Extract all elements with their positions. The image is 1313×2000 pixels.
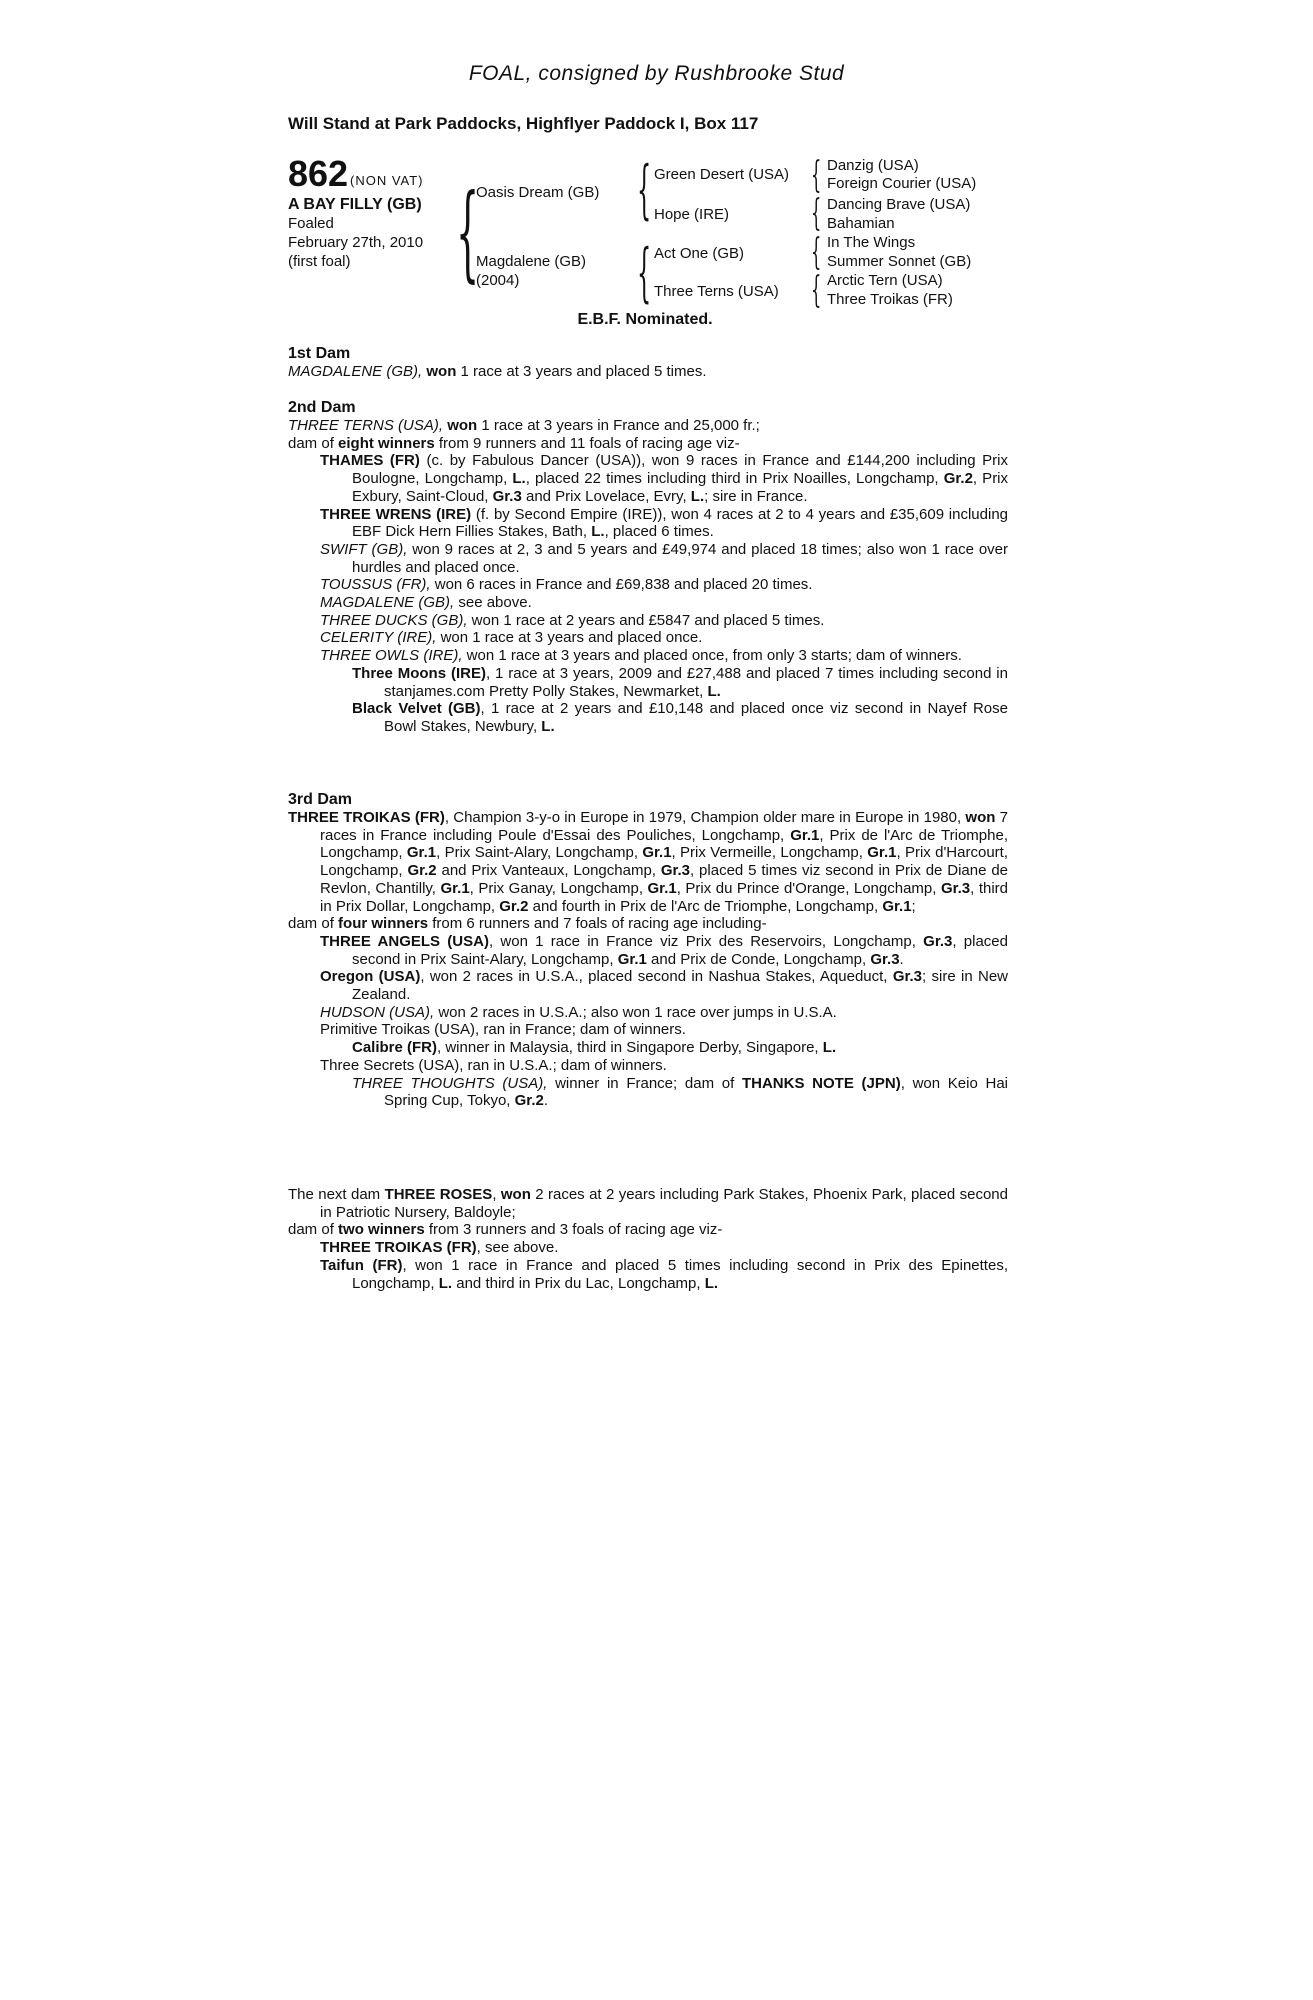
next-dam-section [288,1186,1008,1292]
stand-line: Will Stand at Park Paddocks, Highflyer Paddock I, Box 117 [288,114,759,133]
pedigree-ddd: Three Troikas (FR) [827,291,953,308]
pedigree-dds: Arctic Tern (USA) [827,272,943,289]
pedigree-dam-year: (2004) [476,272,520,289]
pedigree-dss: In The Wings [827,234,916,251]
progeny-three-thoughts: THREE THOUGHTS (USA), winner in France; dam of THANKS NOTE (JPN), won Keio Hai Spring Cup, Tokyo, Gr.2. [352,1074,1008,1110]
progeny-three-moons: Three Moons (IRE), 1 race at 3 years, 2009 and £27,488 and placed 7 times including second in stanjames.com Pretty Polly Stakes, Newmarket, L. [352,664,1008,700]
progeny-three-troikas: THREE TROIKAS (FR), see above. [320,1239,559,1257]
pedigree-dam-sire: Act One (GB) [654,245,745,262]
first-foal-note: (first foal) [288,253,351,270]
pedigree-brace-sire: { [637,153,652,227]
second-dam-section [288,399,1008,736]
progeny-three-wrens: THREE WRENS (IRE) (f. by Second Empire (IRE)), won 4 races at 2 to 4 years and £35,609 including EBF Dick Hern Fillies Stakes, Bath, L., placed 6 times. [320,505,1008,541]
progeny-swift: SWIFT (GB), won 9 races at 2, 3 and 5 years and £49,974 and placed 18 times; also won 1 race over hurdles and placed once. [320,540,1008,576]
lot-number: 862 [288,153,349,194]
progeny-three-owls: THREE OWLS (IRE), won 1 race at 3 years and placed once, from only 3 starts; dam of winners. [320,647,962,665]
progeny-hudson: HUDSON (USA), won 2 races in U.S.A.; also won 1 race over jumps in U.S.A. [320,1003,837,1021]
consignment-line: FOAL, consigned by Rushbrooke Stud [468,62,845,85]
pedigree-sss: Danzig (USA) [827,157,919,174]
pedigree-sdd: Bahamian [827,215,895,232]
pedigree-sire-dam: Hope (IRE) [654,206,730,223]
pedigree-ssd: Foreign Courier (USA) [827,175,977,192]
progeny-toussus: TOUSSUS (FR), won 6 races in France and £69,838 and placed 20 times. [320,576,813,594]
pedigree-brace-ds: { [811,232,822,273]
third-dam-heading: 3rd Dam [288,791,353,808]
pedigree-brace-dd: { [811,270,822,311]
pedigree-brace-ss: { [811,155,822,196]
pedigree-sire-sire: Green Desert (USA) [654,166,790,183]
third-dam-section [288,791,1008,1110]
second-dam-line: THREE TERNS (USA), won 1 race at 3 years in France and 25,000 fr.; [288,417,760,434]
progeny-three-ducks: THREE DUCKS (GB), won 1 race at 2 years and £5847 and placed 5 times. [320,611,825,629]
ebf-nominated: E.B.F. Nominated. [577,311,713,328]
vat-status: (NON VAT) [350,173,424,188]
pedigree-sds: Dancing Brave (USA) [827,196,971,213]
next-dam-produce-line: dam of two winners from 3 runners and 3 foals of racing age viz- [288,1221,723,1239]
progeny-magdalene: MAGDALENE (GB), see above. [320,594,532,612]
foaled-label: Foaled [288,215,334,232]
foaled-date: February 27th, 2010 [288,234,424,251]
next-dam-record: The next dam THREE ROSES, won 2 races at 2 years including Park Stakes, Phoenix Park, placed second in Patriotic Nursery, Baldoyle; [288,1186,1008,1221]
progeny-oregon: Oregon (USA), won 2 races in U.S.A., placed second in Nashua Stakes, Aqueduct, Gr.3; sire in New Zealand. [320,968,1008,1004]
first-dam-section [288,345,1008,381]
progeny-three-secrets: Three Secrets (USA), ran in U.S.A.; dam of winners. [320,1056,667,1074]
pedigree-brace-main: { [456,171,480,293]
progeny-primitive-troikas: Primitive Troikas (USA), ran in France; dam of winners. [320,1021,686,1039]
pedigree-dam: Magdalene (GB) [476,253,587,270]
progeny-celerity: CELERITY (IRE), won 1 race at 3 years and placed once. [320,629,703,647]
progeny-calibre: Calibre (FR), winner in Malaysia, third in Singapore Derby, Singapore, L. [352,1039,837,1057]
progeny-black-velvet: Black Velvet (GB), 1 race at 2 years and £10,148 and placed once viz second in Nayef Rose Bowl Stakes, Newbury, L. [352,700,1008,735]
first-dam-heading: 1st Dam [288,345,351,362]
first-dam-text: MAGDALENE (GB), won 1 race at 3 years and placed 5 times. [288,363,707,380]
progeny-three-angels: THREE ANGELS (USA), won 1 race in France viz Prix des Reservoirs, Longchamp, Gr.3, placed second in Prix Saint-Alary, Longchamp, Gr.1 and Prix de Conde, Longchamp, Gr.3. [320,932,1008,968]
pedigree-dam-dam: Three Terns (USA) [654,283,779,300]
progeny-taifun: Taifun (FR), won 1 race in France and placed 5 times including second in Prix des Epinettes, Longchamp, L. and third in Prix du Lac, Longchamp, L. [320,1256,1008,1292]
third-dam-produce-line: dam of four winners from 6 runners and 7 foals of racing age including- [288,915,767,933]
lot-name: A BAY FILLY (GB) [288,196,422,213]
second-dam-produce-line: dam of eight winners from 9 runners and 11 foals of racing age viz- [288,434,740,452]
second-dam-heading: 2nd Dam [288,399,356,416]
pedigree-dsd: Summer Sonnet (GB) [827,253,972,270]
pedigree-sire: Oasis Dream (GB) [476,184,600,201]
progeny-thames: THAMES (FR) (c. by Fabulous Dancer (USA)), won 9 races in France and £144,200 including Prix Boulogne, Longchamp, L., placed 22 times including third in Prix Noailles, Longchamp, Gr.2, Prix Exbury, Saint-Cloud, Gr.3 and Prix Lovelace, Evry, L.; sire in France. [320,452,1009,505]
pedigree-brace-dam: { [637,236,652,310]
pedigree-brace-sd: { [811,193,822,234]
third-dam-record: THREE TROIKAS (FR), Champion 3-y-o in Europe in 1979, Champion older mare in Europe in 1980, won 7 races in France including Poule d'Essai des Pouliches, Longchamp, Gr.1, Prix de l'Arc de Triomphe, Longchamp, Gr.1, Prix Saint-Alary, Longchamp, Gr.1, Prix Vermeille, Longchamp, Gr.1, Prix d'Harcourt, Longchamp, Gr.2 and Prix Vanteaux, Longchamp, Gr.3, placed 5 times viz second in Prix de Diane de Revlon, Chantilly, Gr.1, Prix Ganay, Longchamp, Gr.1, Prix du Prince d'Orange, Longchamp, Gr.3, third in Prix Dollar, Longchamp, Gr.2 and fourth in Prix de l'Arc de Triomphe, Longchamp, Gr.1; [288,809,1009,915]
